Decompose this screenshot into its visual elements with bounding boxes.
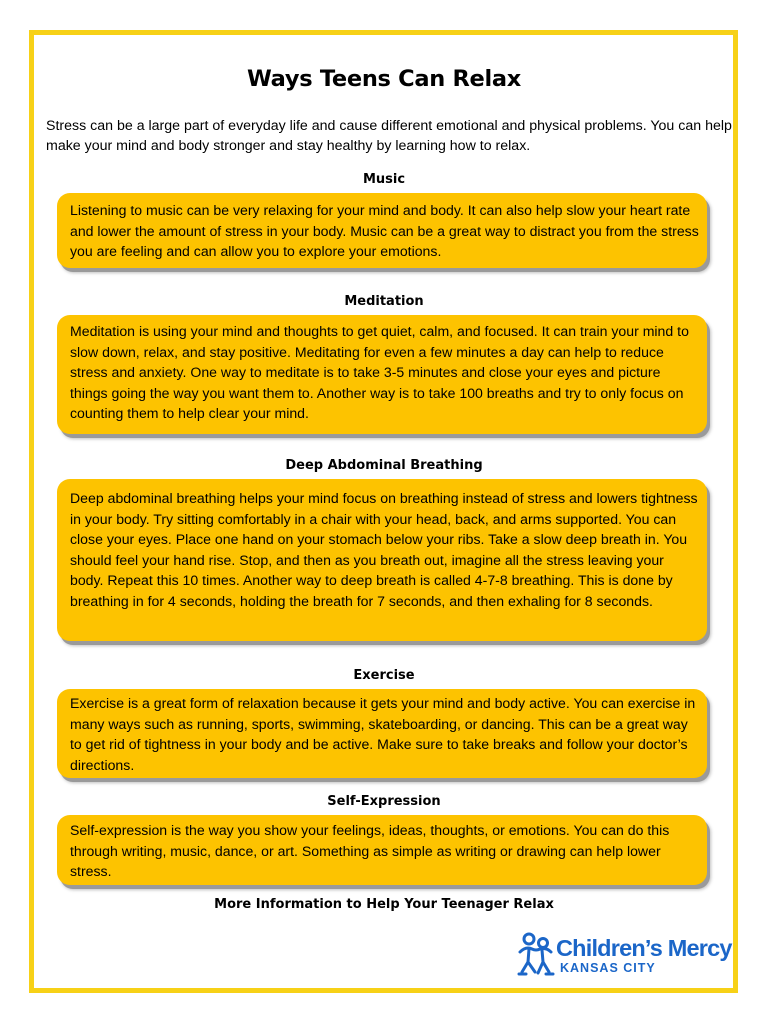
- section-heading-meditation: Meditation: [344, 294, 424, 309]
- section-heading-music: Music: [362, 172, 406, 187]
- logo-city: KANSAS CITY: [560, 961, 656, 975]
- more-information-link[interactable]: More Information to Help Your Teenager Relax: [214, 897, 554, 912]
- section-box-self-expression: [57, 815, 707, 885]
- section-text-music: Listening to music can be very relaxing for your mind and body. It can also help slow your heart rate and lower the amount of stress in your body. Music can be a great way to distract you from the stress you are feeling and can allow you to explore your emotions.: [70, 202, 699, 260]
- section-text-exercise: Exercise is a great form of relaxation because it gets your mind and body active. You can exercise in many ways such as running, sports, swimming, skateboarding, or dancing. This can be a great way to get rid of tightness in your body and be active. Make sure to take breaks and follow your doctor’s directions.: [70, 695, 696, 773]
- section-text-meditation: Meditation is using your mind and thoughts to get quiet, calm, and focused. It can train your mind to slow down, relax, and stay positive. Meditating for even a few minutes a day can help to reduce stress and anxiety. One way to meditate is to take 3-5 minutes and close your eyes and picture things going the way you want them to. Another way is to take 100 breaths and try to only focus on counting them to help clear your mind.: [70, 323, 689, 422]
- section-box-exercise: [57, 689, 707, 778]
- childrens-mercy-logo: [516, 932, 732, 978]
- section-box-music: [57, 193, 707, 268]
- logo-name: Children’s Mercy: [556, 935, 732, 961]
- children-figure-icon: [516, 932, 556, 978]
- section-text-self-expression: Self-expression is the way you show your feelings, ideas, thoughts, or emotions. You can do this through writing, music, dance, or art. Something as simple as writing or drawing can help lower stress.: [70, 822, 670, 880]
- section-text-deep-breathing: Deep abdominal breathing helps your mind focus on breathing instead of stress and lowers tightness in your body. Try sitting comfortably in a chair with your head, back, and arms supported. You can close your eyes. Place one hand on your stomach below your ribs. Take a slow deep breath in. You should feel your hand rise. Stop, and then as you breath out, imagine all the stress leaving your body. Repeat this 10 times. Another way to deep breath is called 4-7-8 breathing. This is done by breathing in for 4 seconds, holding the breath for 7 seconds, and then exhaling for 8 seconds.: [70, 490, 698, 609]
- page-title: Ways Teens Can Relax: [246, 66, 522, 92]
- section-heading-exercise: Exercise: [353, 668, 415, 683]
- section-heading-self-expression: Self-Expression: [327, 794, 441, 809]
- section-box-deep-breathing: [57, 479, 707, 641]
- intro-paragraph: Stress can be a large part of everyday life and cause different emotional and physical problems. You can help make your mind and body stronger and stay healthy by learning how to relax.: [46, 118, 732, 154]
- section-box-meditation: [57, 315, 707, 434]
- section-heading-deep-breathing: Deep Abdominal Breathing: [285, 458, 483, 473]
